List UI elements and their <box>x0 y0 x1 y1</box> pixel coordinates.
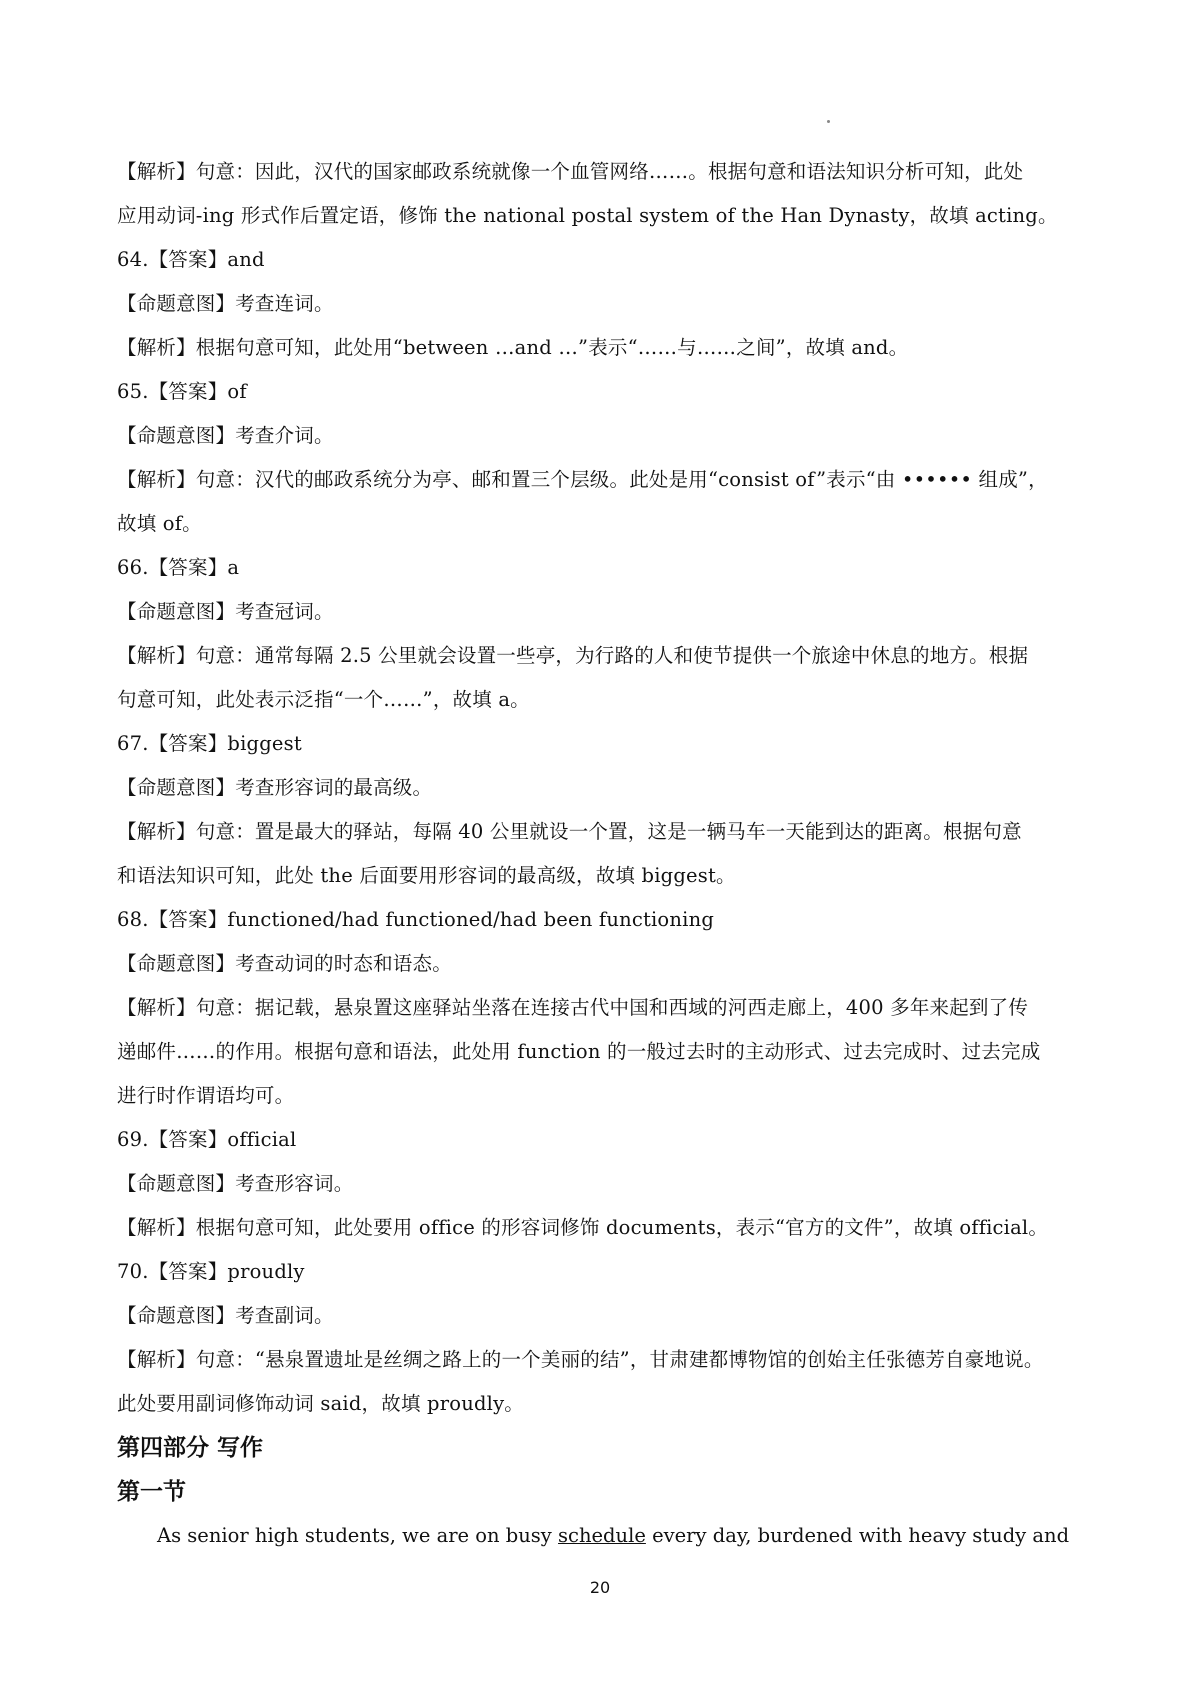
analysis-line: 【解析】句意：置是最大的驿站，每隔 40 公里就设一个置，这是一辆马车一天能到达的距离。根据句意 <box>117 820 1022 843</box>
essay-text: every day, burdened with heavy study and <box>645 1524 1070 1547</box>
analysis-line: 故填 of。 <box>117 512 202 535</box>
page-number: 20 <box>589 1578 611 1597</box>
analysis-line: 【解析】句意：汉代的邮政系统分为亭、邮和置三个层级。此处是用“consist of”表示“由 •••••• 组成”， <box>117 468 1048 491</box>
answer-line: 65.【答案】of <box>117 380 247 403</box>
text-line: 【解析】句意：因此，汉代的国家邮政系统就像一个血管网络……。根据句意和语法知识分析可知，此处 <box>117 160 1024 183</box>
answer-line: 68.【答案】functioned/had functioned/had been functioning <box>117 908 715 931</box>
intent-line: 【命题意图】考查动词的时态和语态。 <box>117 952 452 975</box>
analysis-line: 句意可知，此处表示泛指“一个……”，故填 a。 <box>117 688 530 711</box>
underlined-word: schedule <box>558 1524 646 1547</box>
intent-line: 【命题意图】考查介词。 <box>117 424 334 447</box>
answer-line: 66.【答案】a <box>117 556 240 579</box>
analysis-line: 【解析】句意：“悬泉置遗址是丝绸之路上的一个美丽的结”，甘肃建都博物馆的创始主任张德芳自豪地说。 <box>117 1348 1044 1371</box>
answer-line: 70.【答案】proudly <box>117 1260 305 1283</box>
analysis-line: 递邮件……的作用。根据句意和语法，此处用 function 的一般过去时的主动形式、过去完成时、过去完成 <box>117 1040 1041 1063</box>
subsection-heading: 第一节 <box>117 1479 186 1505</box>
essay-line <box>117 1514 1097 1558</box>
intent-line: 【命题意图】考查冠词。 <box>117 600 334 623</box>
essay-text: As senior high students, we are on busy <box>157 1524 559 1547</box>
section-heading: 第四部分 写作 <box>117 1435 264 1461</box>
page-content <box>117 150 1097 1558</box>
scan-speck <box>827 120 830 123</box>
analysis-line: 【解析】句意：通常每隔 2.5 公里就会设置一些亭，为行路的人和使节提供一个旅途中休息的地方。根据 <box>117 644 1029 667</box>
text-line: 应用动词-ing 形式作后置定语，修饰 the national postal system of the Han Dynasty，故填 acting。 <box>117 204 1058 227</box>
analysis-line: 此处要用副词修饰动词 said，故填 proudly。 <box>117 1392 524 1415</box>
intent-line: 【命题意图】考查形容词的最高级。 <box>117 776 433 799</box>
intent-line: 【命题意图】考查连词。 <box>117 292 334 315</box>
intent-line: 【命题意图】考查副词。 <box>117 1304 334 1327</box>
analysis-line: 【解析】句意：据记载，悬泉置这座驿站坐落在连接古代中国和西域的河西走廊上，400 多年来起到了传 <box>117 996 1029 1019</box>
analysis-line: 【解析】根据句意可知，此处要用 office 的形容词修饰 documents，表示“官方的文件”，故填 official。 <box>117 1216 1049 1239</box>
answer-line: 69.【答案】official <box>117 1128 297 1151</box>
answer-line: 64.【答案】and <box>117 248 265 271</box>
analysis-line: 和语法知识可知，此处 the 后面要用形容词的最高级，故填 biggest。 <box>117 864 736 887</box>
intent-line: 【命题意图】考查形容词。 <box>117 1172 354 1195</box>
answer-line: 67.【答案】biggest <box>117 732 302 755</box>
analysis-line: 进行时作谓语均可。 <box>117 1084 295 1107</box>
analysis-line: 【解析】根据句意可知，此处用“between …and …”表示“……与……之间”，故填 and。 <box>117 336 909 359</box>
